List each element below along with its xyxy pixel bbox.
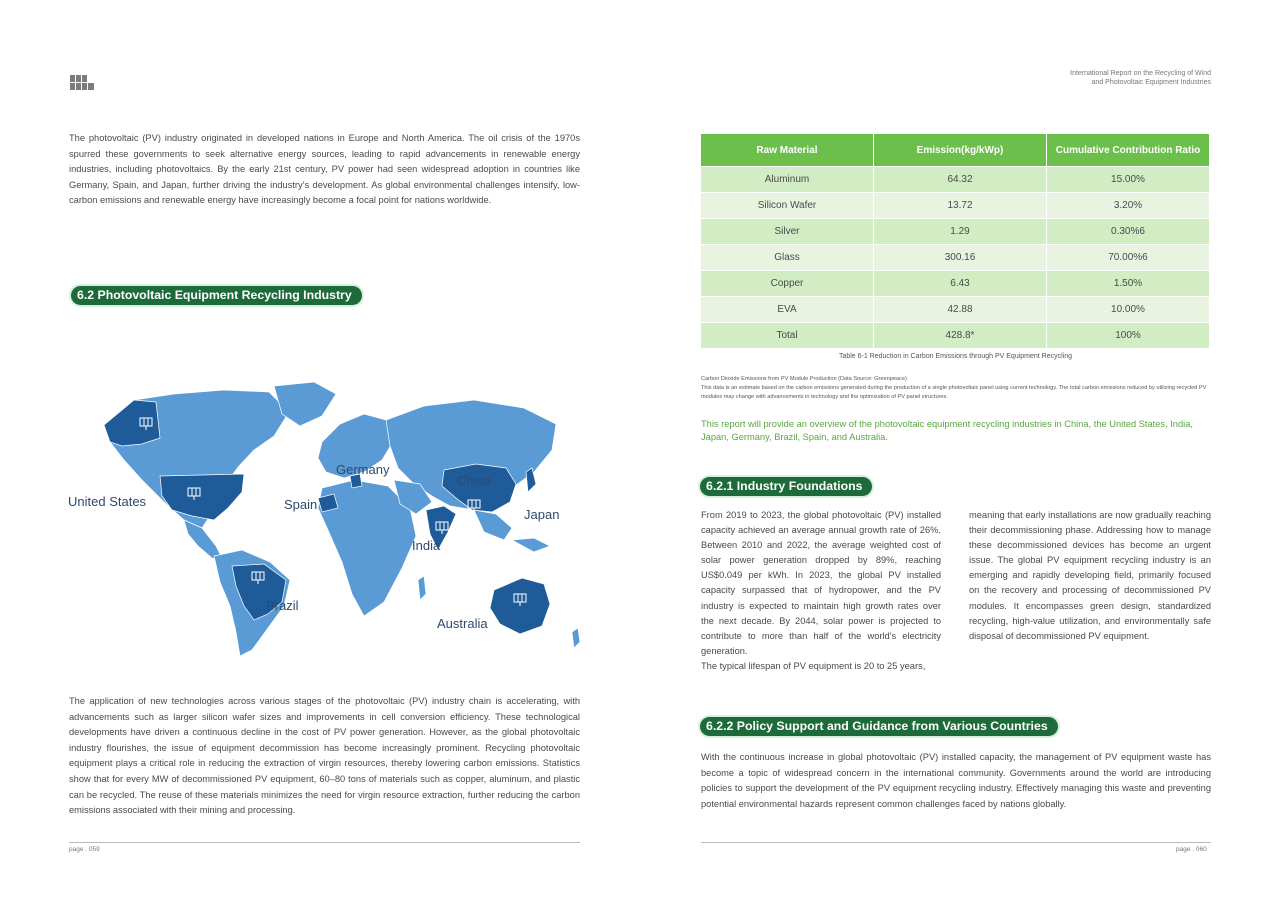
table-cell: 300.16 (874, 245, 1047, 271)
table-header-emission: Emission(kg/kWp) (874, 134, 1047, 167)
foundations-left-last-line: The typical lifespan of PV equipment is 20 to 25 years, (701, 660, 926, 671)
table-cell: Total (701, 323, 874, 349)
table-cell: Copper (701, 271, 874, 297)
table-cell: 15.00% (1047, 167, 1210, 193)
table-cell: 3.20% (1047, 193, 1210, 219)
table-row (701, 271, 1210, 297)
table-row (701, 219, 1210, 245)
table-cell: 70.00%6 (1047, 245, 1210, 271)
left-page-number: page . 059 (69, 846, 100, 853)
table-cell: Silicon Wafer (701, 193, 874, 219)
overview-text: This report will provide an overview of the photovoltaic equipment recycling industries in China, the United States, India, Japan, Germany, Brazil, Spain, and Australia. (701, 419, 1193, 442)
data-source-note: Carbon Dioxide Emissions from PV Module Production (Data Source: Greenpeace) (701, 376, 907, 382)
report-header-title (971, 69, 1211, 87)
foundations-column-left (701, 508, 941, 674)
left-page-rule (69, 842, 580, 843)
map-label-japan: Japan (524, 507, 560, 522)
table-caption: Table 6-1 Reduction in Carbon Emissions through PV Equipment Recycling (838, 353, 1073, 360)
table-row (701, 193, 1210, 219)
table-cell: 42.88 (874, 297, 1047, 323)
table-cell: 6.43 (874, 271, 1047, 297)
table-header-cumulative-ratio: Cumulative Contribution Ratio (1047, 134, 1210, 167)
table-row (701, 245, 1210, 271)
emissions-table (701, 134, 1210, 348)
table-row (701, 297, 1210, 323)
section-title-6-2-1: 6.2.1 Industry Foundations (700, 477, 872, 496)
map-label-india: India (412, 538, 441, 553)
report-title-line-2: and Photovoltaic Equipment Industries (1091, 79, 1211, 86)
map-label-brazil: Brazil (266, 598, 299, 613)
report-logo-icon (70, 75, 94, 91)
foundations-column-right: meaning that early installations are now gradually reaching their decommissioning phase. Addressing how to manage these decommissioned devices has become an urgent issue. The global PV equipment recycling industry is an emerging and rapidly developing field, primarily focused on the recovery and processing of decommissioned PV modules. It encompasses green design, standardized recycling, high-value utilization, and environmentally safe disposal of decommissioned PV equipment. (969, 510, 1211, 641)
right-page-rule (701, 842, 1211, 843)
table-row (701, 323, 1210, 349)
table-cell: 13.72 (874, 193, 1047, 219)
table-header-raw-material: Raw Material (701, 134, 874, 167)
intro-paragraph: The photovoltaic (PV) industry originated in developed nations in Europe and North America. The oil crisis of the 1970s spurred these governments to seek alternative energy sources, leading to rapid advancements in renewable energy industries, including photovoltaics. By the early 21st century, PV power had seen widespread adoption in countries like Germany, Spain, and Japan, further driving the industry's development. As global environmental challenges intensify, low-carbon emissions and renewable energy have increasingly become a focal point for nations worldwide. (69, 133, 580, 206)
table-cell: 428.8* (874, 323, 1047, 349)
map-label-united-states: United States (68, 494, 147, 509)
table-cell: 0.30%6 (1047, 219, 1210, 245)
map-label-germany: Germany (336, 462, 390, 477)
table-cell: Silver (701, 219, 874, 245)
policy-paragraph: With the continuous increase in global photovoltaic (PV) installed capacity, the management of PV equipment waste has become a topic of widespread concern in the international community. Governments around the world are introducing policies to support the development of the PV equipment recycling industry. Effectively managing this waste and preventing potential environmental hazards represent common challenges faced by nations globally. (701, 752, 1211, 809)
right-page-number: page . 060 (1176, 846, 1207, 853)
section-title-6-2-2: 6.2.2 Policy Support and Guidance from Various Countries (700, 717, 1058, 736)
foundations-left-text: From 2019 to 2023, the global photovoltaic (PV) installed capacity achieved an average annual growth rate of 26%. Between 2010 and 2022, the average weighted cost of solar power generation dropped by 89%, reaching US$0.049 per kWh. In 2023, the global PV installed capacity surpassed that of hydropower, and the PV industry is expected to maintain high growth rates over the next decade. By 2044, solar power is projected to contribute to more than half of the world's electricity generation. (701, 510, 941, 656)
map-label-australia: Australia (437, 616, 488, 631)
table-cell: 1.50% (1047, 271, 1210, 297)
section-title-6-2: 6.2 Photovoltaic Equipment Recycling Industry (71, 286, 362, 305)
table-cell: 1.29 (874, 219, 1047, 245)
report-title-line-1: International Report on the Recycling of Wind (1070, 70, 1211, 77)
closing-paragraph: The application of new technologies across various stages of the photovoltaic (PV) industry chain is accelerating, with advancements such as larger silicon wafer sizes and improvements in cell conversion efficiency. These technological developments have driven a continuous decline in the cost of PV power generation. However, as the global photovoltaic industry flourishes, the issue of equipment decommission has become increasingly prominent. Recycling photovoltaic equipment plays a critical role in reducing the extraction of virgin resources, thereby lowering carbon emissions. Statistics show that for every MW of decommissioned PV equipment, 60–80 tons of materials such as copper, aluminum, and plastic can be recycled. The reuse of these materials minimizes the need for virgin resource extraction, further reducing the carbon emissions associated with their mining and processing. (69, 696, 580, 816)
map-label-china: China (457, 473, 491, 488)
world-map (64, 380, 586, 658)
data-estimate-note: This data is an estimate based on the carbon emissions generated during the production of a single photovoltaic panel using current technology. The total carbon emissions reduced by utilizing recycled PV modules may change with advancements in technology and the optimization of PV panel structures. (701, 385, 1207, 400)
table-cell: 64.32 (874, 167, 1047, 193)
table-cell: 100% (1047, 323, 1210, 349)
table-cell: EVA (701, 297, 874, 323)
map-label-spain: Spain (284, 497, 318, 512)
table-row (701, 167, 1210, 193)
table-cell: 10.00% (1047, 297, 1210, 323)
table-cell: Glass (701, 245, 874, 271)
table-header-row (701, 134, 1210, 167)
table-cell: Aluminum (701, 167, 874, 193)
